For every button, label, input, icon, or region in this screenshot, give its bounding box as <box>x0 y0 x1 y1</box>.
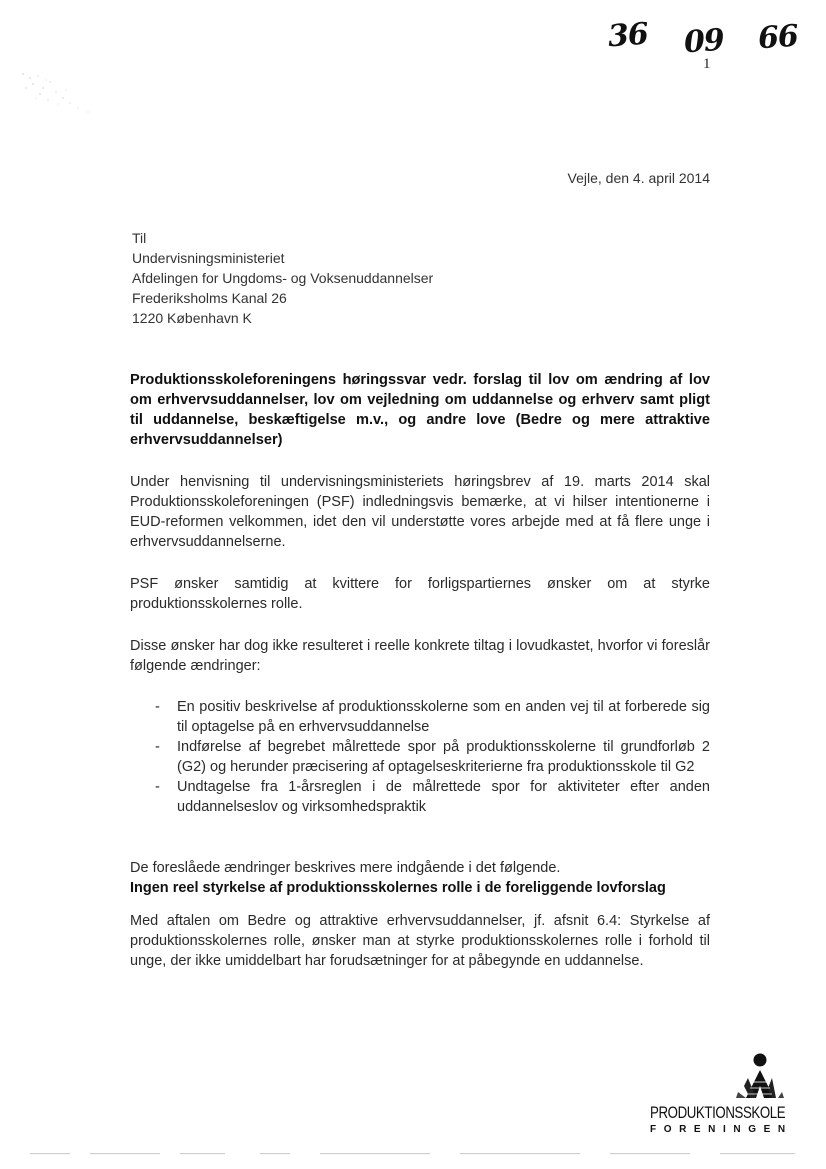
paragraph-intro: Under henvisning til undervisningsministeriets høringsbrev af 19. marts 2014 skal Produktionsskoleforeningen (PSF) indledningsvis bemærke, at vi hilser intentionerne i EUD-reformen velkommen, idet den vil understøtte vores arbejde med at få flere unge i erhvervsuddannelserne. <box>130 474 710 550</box>
address-line: Frederiksholms Kanal 26 <box>132 290 287 306</box>
section-paragraph: Med aftalen om Bedre og attraktive erhvervsuddannelser, jf. afsnit 6.4: Styrkelse af produktionsskolernes rolle, ønsker man at styrke produktionsskolernes rolle i forhold til unge, der ikke umiddelbart har forudsætninger for at påbegynde en uddannelse. <box>130 913 710 969</box>
stamp-part-1: 36 <box>606 16 649 55</box>
organization-logo <box>646 1052 796 1142</box>
scan-footer-noise-decoration <box>30 1150 800 1158</box>
address-line: Afdelingen for Ungdoms- og Voksenuddannelser <box>132 270 434 286</box>
date-line: Vejle, den 4. april 2014 <box>567 170 710 186</box>
stamp-part-3: 66 <box>756 18 799 57</box>
list-item <box>155 777 710 817</box>
list-item-text: Undtagelse fra 1-årsreglen i de målrettede spor for aktiviteter efter anden uddannelseslov og virksomhedspraktik <box>177 779 710 815</box>
bullet-marker: - <box>155 739 160 755</box>
paragraph-proposals: Disse ønsker har dog ikke resulteret i reelle konkrete tiltag i lovudkastet, hvorfor vi foreslår følgende ændringer: <box>130 638 710 674</box>
list-item-text: En positiv beskrivelse af produktionsskolerne som en anden vej til at forberede sig til optagelse på en erhvervsuddannelse <box>177 699 710 735</box>
recipient-address <box>132 228 433 328</box>
paragraph-acknowledgement: PSF ønsker samtidig at kvittere for forligspartiernes ønsker om at styrke produktionsskolernes rolle. <box>130 576 710 612</box>
closing-line: De foreslåede ændringer beskrives mere indgående i det følgende. <box>130 860 561 876</box>
address-line: Undervisningsministeriet <box>132 250 285 266</box>
scan-speckle-decoration <box>18 70 108 120</box>
section-heading: Ingen reel styrkelse af produktionsskolernes rolle i de foreliggende lovforslag <box>130 880 666 896</box>
address-line: Til <box>132 230 147 246</box>
list-item-text: Indførelse af begrebet målrettede spor på produktionsskolerne til grundforløb 2 (G2) og herunder præcisering af optagelseskriterierne fra produktionsskole til G2 <box>177 739 710 775</box>
list-item <box>155 737 710 777</box>
stamp-part-2: 09 <box>682 22 725 61</box>
address-line: 1220 København K <box>132 310 252 326</box>
list-item <box>155 697 710 737</box>
bullet-marker: - <box>155 779 160 795</box>
bullet-marker: - <box>155 699 160 715</box>
logo-subtitle: FORENINGEN <box>650 1124 793 1135</box>
logo-wordmark: PRODUKTIONSSKOLE <box>650 1103 786 1122</box>
letter-subject: Produktionsskoleforeningens høringssvar vedr. forslag til lov om ændring af lov om erhvervsuddannelser, lov om vejledning om uddannelse og erhverv samt pligt til uddannelse, beskæftigelse m.v., og andre love (Bedre og mere attraktive erhvervsuddannelser) <box>130 372 710 448</box>
proposal-list <box>155 697 710 817</box>
page-number: 1 <box>703 56 711 72</box>
people-figures-icon <box>734 1052 786 1100</box>
